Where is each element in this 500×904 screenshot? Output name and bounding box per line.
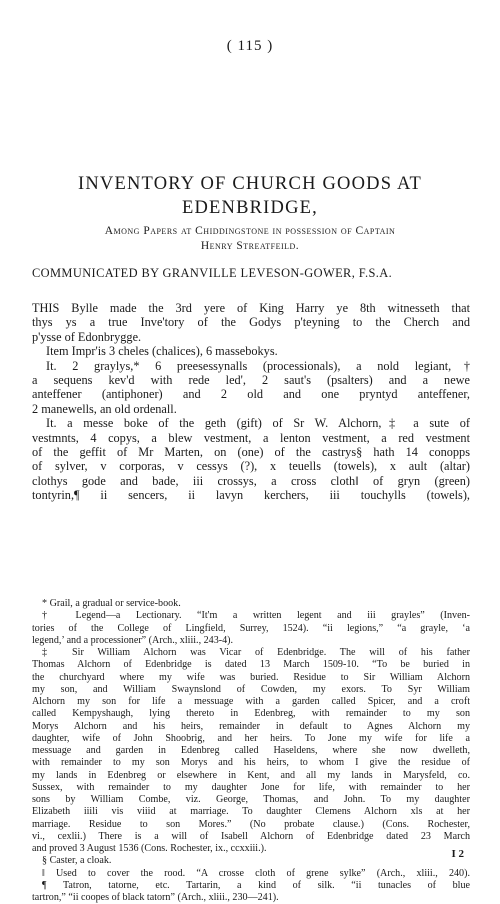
page-number: ( 115 ) <box>226 38 274 54</box>
footnote-line: legend,’ and a processioner” (Arch., xliii., 243-4). <box>32 634 234 646</box>
footnote-line: the churchyard where my wife was buried. Residue to Sir William Alchorn <box>32 671 470 683</box>
footnote-line: marriage. Residue to son Mores.” (No probate clause.) (Cons. Rochester, <box>32 818 470 830</box>
footnote-line: † Legend—a Lectionary. “It'm a written legent and iii grayles” (Inven- <box>42 610 470 622</box>
body-line: tontyrin,¶ ii sencers, ii lavyn kerchers, iii touchylls (towels), <box>32 488 470 503</box>
footnote-line: daughter, wife of John Shoobrig, and her heirs. To Jone my wife for life a <box>32 732 470 744</box>
footnote-line: vi., cexlii.) There is a will of Isabell Alchorn of Edenbridge dated 23 March <box>32 830 470 842</box>
body-line: 2 manewells, an old ordenall. <box>32 401 177 416</box>
body-line: Item Impr'is 3 cheles (chalices), 6 massebokys. <box>46 344 278 359</box>
footnotes <box>32 598 470 904</box>
footnote-line: * Grail, a gradual or service-book. <box>42 598 181 609</box>
body-line: a sequens kev'd with rede led', 2 saut's (psalters) and a newe <box>32 373 470 388</box>
footnote-line: Alchorn my son for life a messuage with a garden called Spicer, and a croft <box>32 696 470 707</box>
article-title <box>32 172 468 220</box>
footnote-line: tories of the College of Lingfield, Surrey, 1524). “ii legions,” “a grayle, ‘a <box>32 622 470 634</box>
body-line: thys ys a true Inve'tory of the Godys p'teyning to the Cherch and <box>32 315 470 330</box>
footnote-line: ¶ Tatron, tatorne, etc. Tartarin, a kind of silk. “ii tunacles of blue <box>42 879 470 891</box>
title-line-1: INVENTORY OF CHURCH GOODS AT <box>77 174 423 194</box>
body-line: of the geffit of Mr Marten, on (one) of the castrys§ hath 14 conopps <box>32 445 470 460</box>
body-line: THIS Bylle made the 3rd yere of King Harry ye 8th witnesseth that <box>32 301 470 315</box>
footnote-line: with remainder to my son Morys and his heirs, to whom I give the residue of <box>32 757 470 769</box>
body-line: p'ysse of Edonbrygge. <box>32 329 142 344</box>
footnote-line: ‖ Used to cover the rood. “A crosse cloth of grene sylke” (Arch., xliii., 240). <box>42 867 470 879</box>
footnote-line: Elizabeth iiili vis viiid at marriage. To daughter Clemens Alchorn xls at her <box>32 806 470 818</box>
body-line: clothys gode and bade, iii crossys, a cross cloth‖ of gryn (green) <box>32 473 470 488</box>
subtitle-line-1: Among Papers at Chiddingstone in possession of Captain <box>104 225 396 237</box>
footnote-line: tartron,” “ii coopes of black tatorn” (Arch., xliii., 230—241). <box>32 892 279 903</box>
article-subtitle <box>32 224 468 254</box>
footnote-line: sons by William Combe, viz. George, Thomas, and John. To my daughter <box>32 794 470 805</box>
body-line: It. a messe boke of the geth (gift) of Sr W. Alchorn,‡ a sute of <box>46 416 470 431</box>
footnote-line: and proved 3 August 1536 (Cons. Rochester, ix., ccxxiii.). <box>32 843 267 854</box>
footnote-line: § Caster, a cloak. <box>42 855 112 867</box>
body-line: anteffener (antiphoner) and 2 old and one pryntyd anteffener, <box>32 387 470 402</box>
footnote-line: Sussex, with remainder to my daughter Jone for life, with remainder to her <box>32 781 470 793</box>
footnote-line: called Kempyshaugh, lying thereto in Edenbreg, with remainder to my son <box>32 708 470 720</box>
footnote-line: my son, and William Swaynslond of Cowden, my exors. To Syr William <box>32 683 470 695</box>
footnote-line: Morys Alchorn and his heirs, remainder in default to Agnes Alchorn my <box>32 720 470 732</box>
footnote-line: messuage and garden in Edenbreg called Haseldens, where she now dwelleth, <box>32 745 470 756</box>
title-line-2: EDENBRIDGE, <box>181 198 318 218</box>
footnote-line: my lands in Edenbreg or elsewhere in Kent, and all my lands in Marysfeld, co. <box>32 769 470 781</box>
inventory-body-text <box>32 301 470 503</box>
subtitle-line-2: Henry Streatfeild. <box>200 240 300 252</box>
contributor-line: COMMUNICATED BY GRANVILLE LEVESON-GOWER, F.S.A. <box>32 266 393 280</box>
body-line: of sylver, v corporas, v cessys (?), x teuells (towels), x ault (altar) <box>32 459 470 474</box>
signature-mark: I 2 <box>451 848 464 860</box>
footnote-line: Thomas Alchorn of Edenbridge is dated 13 March 1509-10. “To be buried in <box>32 659 470 671</box>
footnote-line: ‡ Sir William Alchorn was Vicar of Edenbridge. The will of his father <box>42 647 470 658</box>
body-line: It. 2 graylys,* 6 preesessynalls (processionals), a nold legiant,† <box>46 358 470 373</box>
body-line: vestmnts, 4 copys, a blew vestment, a lenton vestment, a red vestment <box>32 430 470 445</box>
